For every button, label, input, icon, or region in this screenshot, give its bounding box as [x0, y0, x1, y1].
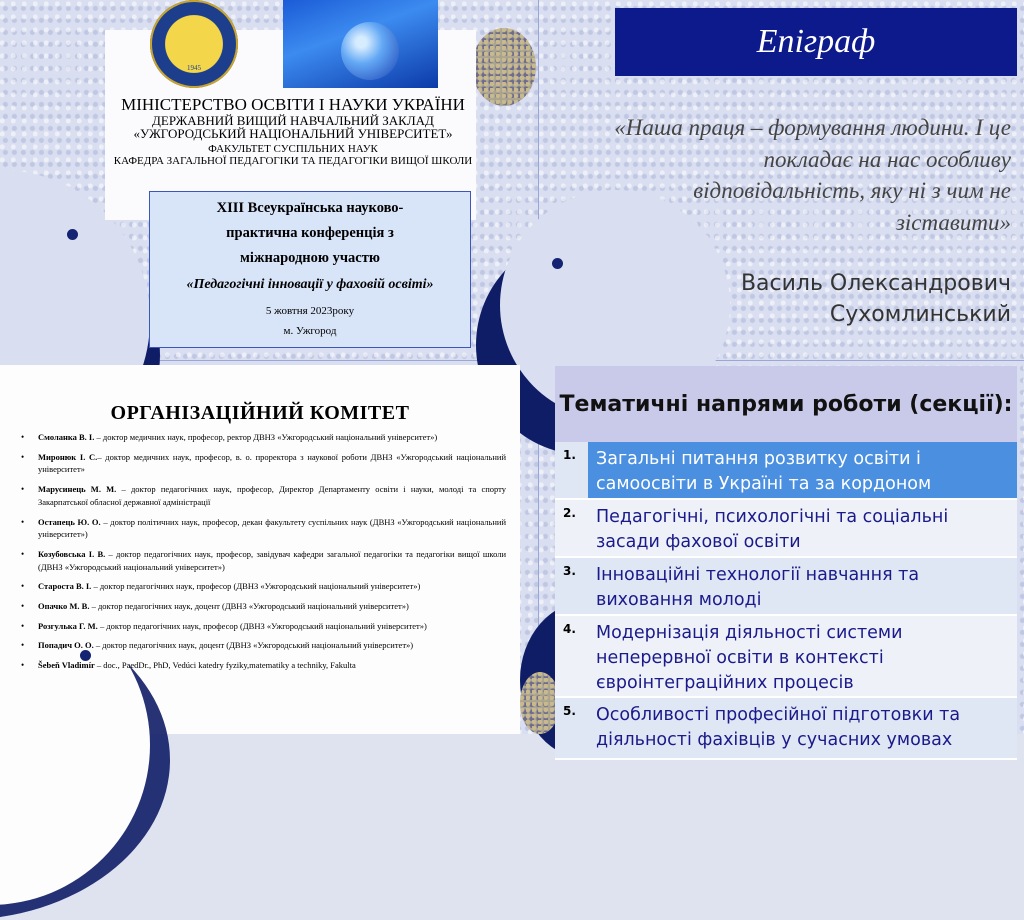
- member-name: Староста В. І.: [38, 581, 92, 592]
- table-row: [555, 500, 1017, 558]
- table-row: [555, 698, 1017, 760]
- member-name: Смоланка В. І.: [38, 432, 95, 442]
- ministry-name: МІНІСТЕРСТВО ОСВІТИ І НАУКИ УКРАЇНИ: [121, 95, 465, 114]
- member-desc: – доктор педагогічних наук, професор, Директор Департаменту освіти і науки, молоді та спорту Закарпатської обласної державної адміністрації: [38, 484, 507, 507]
- conference-place: м. Ужгород: [283, 325, 337, 337]
- conference-title: ХІІІ Всеукраїнська науково-практична конференція з міжнародною участю: [216, 200, 404, 266]
- themes-table: [555, 442, 1017, 750]
- institution-line: ДЕРЖАВНИЙ ВИЩИЙ НАВЧАЛЬНИЙ ЗАКЛАД: [152, 112, 434, 128]
- section-title: Педагогічні, психологічні та соціальні засади фахової освіти: [596, 507, 949, 552]
- section-title: Модернізація діяльності системи неперервної освіти в контексті євроінтеграційних процесів: [596, 623, 903, 693]
- list-item: [38, 620, 506, 633]
- section-title: Загальні питання розвитку освіти і самоосвіти в Україні та за кордоном: [588, 442, 1017, 498]
- list-item: [38, 659, 506, 672]
- institution-line: ФАКУЛЬТЕТ СУСПІЛЬНИХ НАУК: [208, 143, 378, 156]
- member-desc: – доктор педагогічних наук, доцент (ДВНЗ «Ужгородський національний університет»): [93, 640, 414, 651]
- section-number: 3.: [555, 558, 588, 614]
- committee-heading: ОРГАНІЗАЦІЙНИЙ КОМІТЕТ: [110, 402, 410, 424]
- member-name: Остапець Ю. О.: [38, 516, 101, 527]
- globe-image: [341, 22, 399, 80]
- author-first-name: Василь Олександрович: [740, 271, 1011, 296]
- section-title: Особливості професійної підготовки та діяльності фахівців у сучасних умовах: [596, 705, 961, 750]
- member-desc: – доктор політичних наук, професор, декан факультету суспільних наук (ДВНЗ «Ужгородський національний університет»): [38, 516, 507, 540]
- university-crest-logo: [150, 0, 238, 88]
- table-row: [555, 616, 1017, 698]
- member-desc: – доктор педагогічних наук, професор (ДВНЗ «Ужгородський національний університет»): [91, 581, 421, 592]
- member-name: Šebeň Vladimír: [38, 660, 95, 671]
- quote-author: [700, 268, 1011, 330]
- member-desc: – доктор медичних наук, професор, ректор ДВНЗ «Ужгородський національний університет»): [94, 432, 438, 442]
- member-desc: – доктор педагогічних наук, доцент (ДВНЗ «Ужгородський національний університет»): [89, 601, 409, 612]
- section-number: 1.: [555, 442, 588, 498]
- table-row: [555, 558, 1017, 616]
- list-item: [38, 600, 506, 613]
- list-item: [38, 548, 506, 573]
- member-name: Миронюк І. С.: [38, 451, 98, 462]
- decorative-dot: [67, 229, 78, 240]
- institution-line: «УЖГОРОДСЬКИЙ НАЦІОНАЛЬНИЙ УНІВЕРСИТЕТ»: [133, 126, 453, 142]
- conference-date: 5 жовтня 2023року: [265, 305, 355, 317]
- conference-info-box: [149, 191, 471, 348]
- institution-header: [110, 96, 476, 167]
- list-item: [38, 431, 506, 444]
- member-name: Марусинець М. М.: [38, 484, 117, 495]
- list-item: [38, 451, 506, 476]
- list-item: [38, 639, 506, 652]
- member-desc: – доктор медичних наук, професор, в. о. проректора з наукової роботи ДВНЗ «Ужгородський національний університет»: [38, 451, 506, 475]
- table-row: [555, 442, 1017, 500]
- institution-line: КАФЕДРА ЗАГАЛЬНОЇ ПЕДАГОГІКИ ТА ПЕДАГОГІКИ ВИЩОЇ ШКОЛИ: [113, 154, 473, 167]
- epigraph-quote: «Наша праця – формування людини. І це покладає на нас особливу відповідальність, яку ні з чим не зіставити»: [614, 115, 1011, 235]
- decorative-dot: [552, 258, 563, 269]
- committee-list: [38, 431, 506, 679]
- section-title: Інноваційні технології навчання та виховання молоді: [596, 565, 920, 610]
- member-name: Розгулька Г. М.: [38, 620, 98, 631]
- member-desc: – doc., PaedDr., PhD, Vedúci katedry fyziky,matematiky a techniky, Fakulta: [94, 660, 356, 671]
- epigraph-heading: Епіграф: [615, 8, 1017, 76]
- mosaic-sphere-image: [520, 672, 560, 734]
- list-item: [38, 516, 506, 541]
- conference-theme: «Педагогічні інновації у фаховій освіті»: [186, 277, 434, 292]
- list-item: [38, 580, 506, 593]
- themes-heading: Тематичні напрями роботи (секції):: [555, 366, 1017, 442]
- section-number: 4.: [555, 616, 588, 696]
- list-item: [38, 483, 506, 508]
- member-name: Опачко М. В.: [38, 601, 90, 612]
- mosaic-sphere-image: [472, 28, 536, 106]
- member-name: Козубовська І. В.: [38, 548, 106, 559]
- crest-year: 1945: [187, 64, 201, 72]
- member-name: Попадич О. О.: [38, 640, 94, 651]
- member-desc: – доктор педагогічних наук, професор, завідувач кафедри загальної педагогіки та педагогіки вищої школи (ДВНЗ «Ужгородський національний університет»): [38, 548, 506, 572]
- section-number: 5.: [555, 698, 588, 758]
- section-number: 2.: [555, 500, 588, 556]
- author-last-name: Сухомлинський: [829, 302, 1011, 327]
- member-desc: – доктор педагогічних наук, професор (ДВНЗ «Ужгородський національний університет»): [97, 620, 427, 631]
